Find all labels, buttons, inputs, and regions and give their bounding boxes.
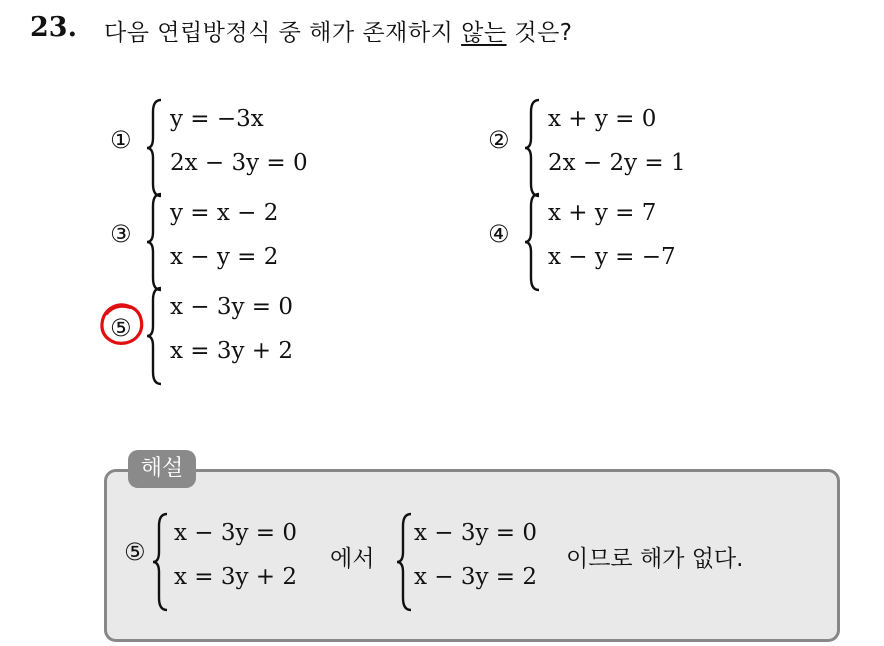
solution-middle-text: 에서 bbox=[330, 546, 375, 572]
choice-equation-1: x + y = 7 bbox=[548, 200, 657, 226]
choice-equation-1: y = x − 2 bbox=[170, 200, 279, 226]
brace-icon bbox=[146, 192, 164, 292]
solution-tag: 해설 bbox=[128, 450, 196, 488]
choice-number: ① bbox=[110, 126, 132, 154]
solution-equation-2: x − 3y = 2 bbox=[414, 564, 538, 590]
choice-equation-2: 2x − 2y = 1 bbox=[548, 150, 686, 176]
brace-icon bbox=[146, 286, 164, 386]
choice-number: ④ bbox=[488, 220, 510, 248]
solution-equation-1: x − 3y = 0 bbox=[414, 520, 538, 546]
question-text-after: 것은? bbox=[506, 20, 573, 46]
choice-equation-2: x = 3y + 2 bbox=[170, 338, 294, 364]
question-text-before: 다음 연립방정식 중 해가 존재하지 bbox=[104, 20, 462, 46]
solution-equation-2: x = 3y + 2 bbox=[174, 564, 298, 590]
brace-icon bbox=[152, 512, 170, 612]
choice-equation-2: x − y = −7 bbox=[548, 244, 676, 270]
solution-label: ⑤ bbox=[124, 538, 146, 566]
solution-equation-1: x − 3y = 0 bbox=[174, 520, 298, 546]
choice-equation-1: x − 3y = 0 bbox=[170, 294, 294, 320]
question-number: 23. bbox=[30, 12, 77, 43]
choice-number: ③ bbox=[110, 220, 132, 248]
choice-equation-1: x + y = 0 bbox=[548, 106, 657, 132]
question-text bbox=[104, 14, 573, 47]
brace-icon bbox=[396, 512, 414, 612]
question-text-underlined: 않는 bbox=[461, 20, 507, 46]
solution-conclusion: 이므로 해가 없다. bbox=[566, 546, 744, 572]
choice-number: ⑤ bbox=[110, 314, 132, 342]
choice-equation-2: x − y = 2 bbox=[170, 244, 279, 270]
brace-icon bbox=[524, 98, 542, 198]
choice-number: ② bbox=[488, 126, 510, 154]
brace-icon bbox=[146, 98, 164, 198]
choice-equation-2: 2x − 3y = 0 bbox=[170, 150, 308, 176]
choice-equation-1: y = −3x bbox=[170, 106, 264, 132]
brace-icon bbox=[524, 192, 542, 292]
